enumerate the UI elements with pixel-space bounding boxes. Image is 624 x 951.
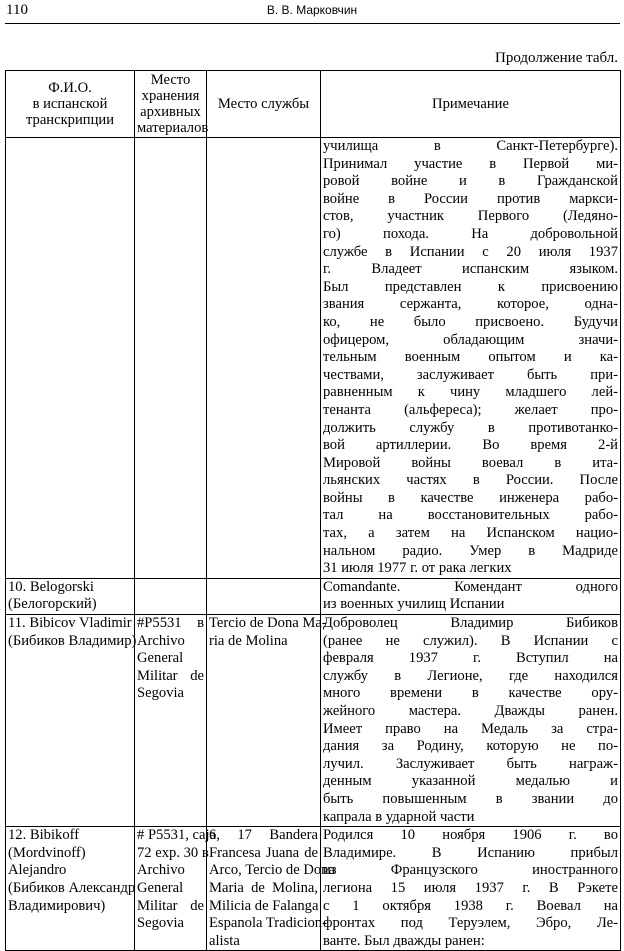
text-line: капрала в ударной части bbox=[323, 808, 475, 825]
text-line: февраля 1937 г. Вступил на bbox=[323, 650, 618, 667]
name-cell bbox=[6, 827, 135, 951]
text-line: Tercio de Dona Ma- bbox=[209, 615, 327, 632]
header-service: Место службы bbox=[207, 71, 321, 138]
text-line: лучил. Заслуживает быть награж- bbox=[323, 755, 618, 772]
text-line: (Mordvinoff) bbox=[8, 844, 86, 861]
text-line: alista bbox=[209, 932, 240, 949]
text-line: Arco, Tercio de Dona bbox=[209, 862, 335, 879]
text-line: General bbox=[137, 879, 184, 896]
text-line: тенанта (альфереса); желает про- bbox=[323, 401, 618, 418]
text-line: Имеет право на Медаль за стра- bbox=[323, 720, 618, 737]
text-line: должить службу в противотанко- bbox=[323, 419, 618, 436]
text-line: Militar de bbox=[137, 667, 204, 684]
text-line: фронтах под Теруэлем, Эбро, Ле- bbox=[323, 915, 618, 932]
text-line: 72 exp. 30 в bbox=[137, 844, 209, 861]
service-cell bbox=[207, 827, 335, 951]
text-line: службу в Легионе, где находился bbox=[323, 667, 618, 684]
header-archive: Место хранения архивных материалов bbox=[135, 71, 207, 138]
text-line: Espanola Tradicion- bbox=[209, 915, 327, 932]
text-line: тельным военным опытом и ка- bbox=[323, 349, 618, 366]
text-line: Milicia de Falanga bbox=[209, 897, 319, 914]
text-line: ровой войне и в Гражданской bbox=[323, 173, 618, 190]
text-line: тах, а затем на Испанском нацио- bbox=[323, 525, 618, 542]
text-line: офицером, обладающим значи- bbox=[323, 331, 618, 348]
text-line: Archivo bbox=[137, 632, 185, 649]
text-line: 11. Bibicov Vladimir bbox=[8, 615, 132, 632]
text-line: 6, 17 Bandera bbox=[209, 827, 318, 844]
text-line: Comandante. Комендант одного bbox=[323, 578, 618, 595]
text-line: ко, не было присвоено. Будучи bbox=[323, 313, 618, 330]
table-row bbox=[6, 138, 621, 579]
text-line: много времени в качестве ору- bbox=[323, 685, 618, 702]
text-line: быть повышенным в звании до bbox=[323, 790, 618, 807]
text-line: Militar de bbox=[137, 897, 204, 914]
text-line: ванте. Был дважды ранен: bbox=[323, 932, 485, 949]
text-line: жейного мастера. Дважды ранен. bbox=[323, 703, 618, 719]
text-line: Segovia bbox=[137, 915, 185, 932]
text-line: Segovia bbox=[137, 685, 185, 702]
text-line: Archivo bbox=[137, 862, 185, 879]
text-line: Francesa Juana de bbox=[209, 844, 318, 861]
table-row bbox=[6, 827, 621, 951]
text-line: (Бибиков Владимир) bbox=[8, 632, 137, 649]
personnel-table bbox=[5, 70, 621, 951]
text-line: из Французского иностранного bbox=[323, 862, 618, 879]
text-line: Принимал участие в Первой ми- bbox=[323, 155, 618, 172]
text-line: Мировой войны воевал в ита- bbox=[323, 454, 618, 471]
text-line: Доброволец Владимир Бибиков bbox=[323, 615, 618, 632]
table-row bbox=[6, 578, 621, 614]
text-line: легиона 15 июля 1937 г. В Рэкете bbox=[323, 879, 618, 896]
archive-cell bbox=[135, 615, 207, 827]
text-line: с 1 октября 1938 г. Воевал на bbox=[323, 897, 618, 914]
text-line: чествами, заслуживает быть при- bbox=[323, 366, 618, 383]
name-cell bbox=[6, 578, 135, 614]
text-line: тал на восстановительных рабо- bbox=[323, 507, 618, 524]
text-line: # P5531, caja bbox=[137, 827, 217, 844]
text-line: го) похода. На добровольной bbox=[323, 225, 618, 242]
text-line: General bbox=[137, 650, 184, 667]
text-line: Alejandro bbox=[8, 862, 67, 879]
text-line: (ранее не служил). В Испании с bbox=[323, 632, 618, 649]
table-continuation-label: Продолжение табл. bbox=[495, 50, 618, 66]
header-note: Примечание bbox=[321, 71, 621, 138]
text-line: ria de Molina bbox=[209, 632, 288, 649]
header-rule bbox=[5, 23, 620, 24]
archive-cell bbox=[135, 578, 207, 614]
text-line: 12. Bibikoff bbox=[8, 827, 80, 844]
text-line: #P5531 в bbox=[137, 615, 204, 632]
text-line: (Бибиков Александр bbox=[8, 879, 136, 896]
text-line: службе в Испании с 20 июля 1937 bbox=[323, 243, 618, 260]
name-cell bbox=[6, 138, 135, 579]
text-line: стов, участник Первого (Ледяно- bbox=[323, 208, 618, 225]
header-name: Ф.И.О. в испанской транскрипции bbox=[6, 71, 135, 138]
text-line: г. Владеет испанским языком. bbox=[323, 261, 618, 278]
text-line: 10. Belogorski bbox=[8, 578, 94, 595]
text-line: войне в России против маркси- bbox=[323, 190, 618, 207]
running-head: В. В. Марковчин bbox=[266, 3, 358, 17]
service-cell bbox=[207, 615, 327, 827]
text-line: дания за Родину, которую не по- bbox=[323, 738, 618, 755]
text-line: Maria de Molina, bbox=[209, 879, 318, 896]
text-line: из военных училищ Испании bbox=[323, 596, 505, 613]
text-line: звания сержанта, которое, одна- bbox=[323, 296, 618, 313]
text-line: льянских частях в России. После bbox=[323, 472, 618, 489]
text-line: равненным к чину младшего лей- bbox=[323, 384, 618, 401]
table-header-row bbox=[6, 71, 621, 138]
service-cell bbox=[207, 578, 321, 614]
name-cell bbox=[6, 615, 135, 827]
text-line: денным указанной медалью и bbox=[323, 773, 618, 790]
text-line: Владимире. В Испанию прибыл bbox=[323, 844, 618, 861]
note-cell bbox=[321, 578, 621, 614]
text-line: вой артиллерии. Во время 2-й bbox=[323, 437, 618, 454]
text-line: Был представлен к присвоению bbox=[323, 278, 618, 295]
note-cell bbox=[321, 827, 621, 951]
archive-cell bbox=[135, 138, 207, 579]
note-cell bbox=[321, 138, 621, 579]
text-line: Родился 10 ноября 1906 г. во bbox=[323, 827, 618, 844]
text-line: Владимирович) bbox=[8, 897, 106, 914]
service-cell bbox=[207, 138, 321, 579]
text-line: нальном радио. Умер в Мадриде bbox=[323, 542, 618, 559]
text-line: войны в качестве инженера рабо- bbox=[323, 489, 618, 506]
text-line: училища в Санкт-Петербурге). bbox=[323, 138, 618, 154]
text-line: 31 июля 1977 г. от рака легких bbox=[323, 560, 512, 577]
table-row bbox=[6, 615, 621, 827]
note-cell bbox=[321, 615, 621, 827]
page-number: 110 bbox=[6, 2, 28, 18]
text-line: (Белогорский) bbox=[8, 596, 97, 613]
archive-cell bbox=[135, 827, 217, 951]
